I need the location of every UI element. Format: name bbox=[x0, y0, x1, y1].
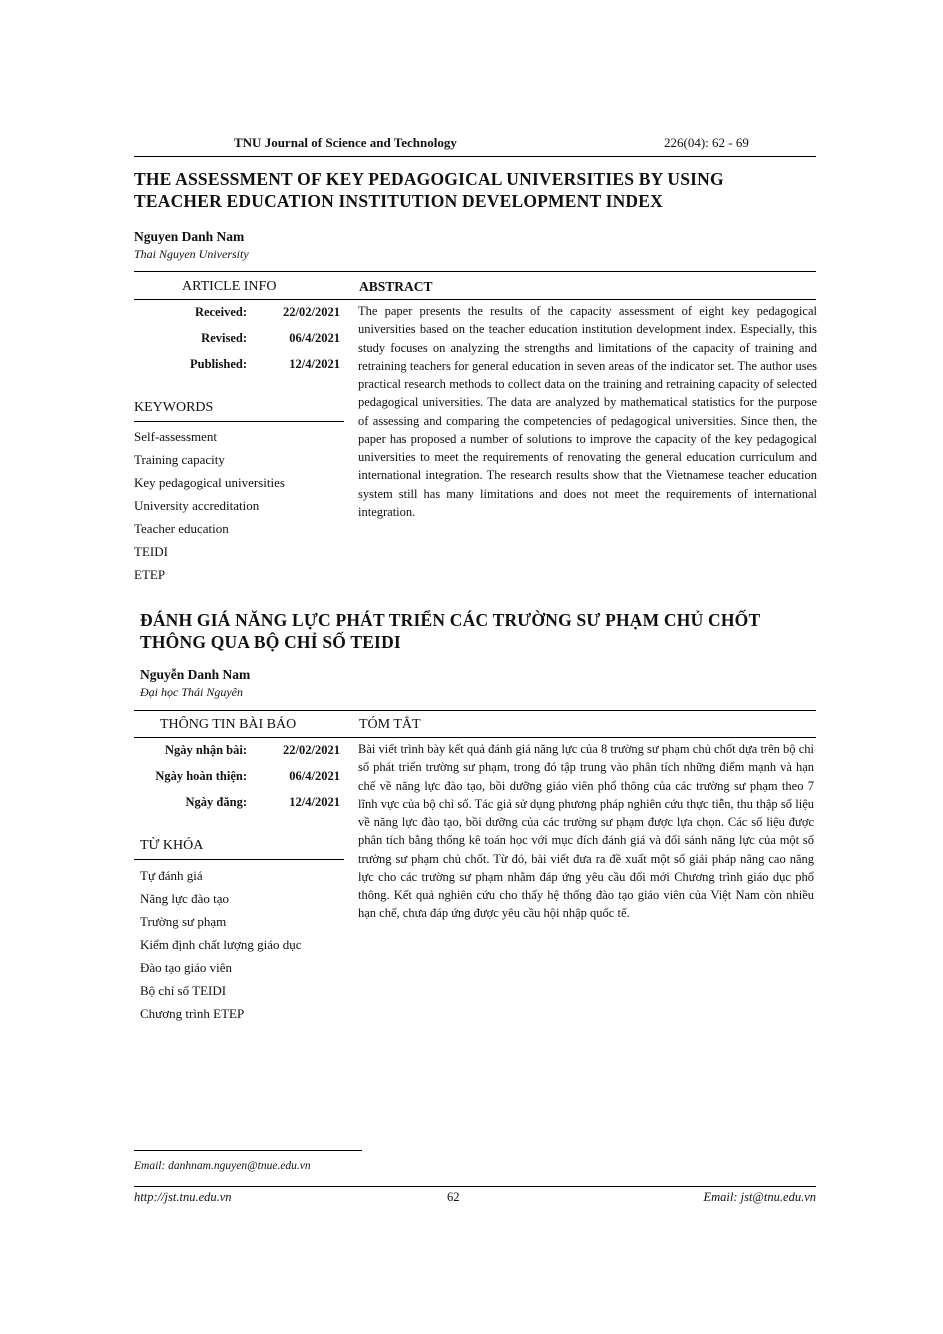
keyword: Tự đánh giá bbox=[140, 868, 203, 883]
abstract-heading: ABSTRACT bbox=[359, 279, 433, 294]
keyword: Teacher education bbox=[134, 521, 229, 536]
date-revised-vi: Ngày hoàn thiện: 06/4/2021 bbox=[155, 769, 340, 783]
author-vi: Nguyễn Danh Nam bbox=[140, 667, 251, 682]
keyword: ETEP bbox=[134, 567, 166, 582]
title-line: ĐÁNH GIÁ NĂNG LỰC PHÁT TRIỂN CÁC TRƯỜNG SƯ PHẠM CHỦ CHỐT bbox=[140, 610, 761, 630]
abstract-heading-vi: TÓM TẮT bbox=[359, 717, 421, 732]
title-line: THE ASSESSMENT OF KEY PEDAGOGICAL UNIVERSITIES BY USING bbox=[134, 169, 724, 189]
author-en: Nguyen Danh Nam bbox=[134, 229, 245, 244]
running-header bbox=[134, 134, 816, 154]
keywords-list-vi bbox=[140, 864, 302, 1025]
keyword: Chương trình ETEP bbox=[140, 1006, 245, 1021]
affiliation-en: Thai Nguyen University bbox=[134, 247, 249, 261]
article-info-heading: ARTICLE INFO bbox=[182, 279, 277, 294]
keyword: Key pedagogical universities bbox=[134, 475, 285, 490]
footnote-email: Email: danhnam.nguyen@tnue.edu.vn bbox=[134, 1160, 311, 1172]
header-rule bbox=[134, 156, 816, 157]
page-number: 62 bbox=[447, 1190, 460, 1204]
keyword: Bộ chỉ số TEIDI bbox=[140, 983, 227, 998]
abstract-text-vi: Bài viết trình bày kết quả đánh giá năng lực của 8 trường sư phạm chủ chốt dựa trên bộ chỉ số phát triển trường sư phạm, trong đó tập trung vào phân tích những điểm mạnh và hạn chế về năng lực đào tạo, bồi dưỡng giáo viên phổ thông của các trường sư phạm theo 7 lĩnh vực của bộ chỉ số. Tác giả sử dụng phương pháp nghiên cứu thực tiễn, thu thập số liệu về năng lực đào tạo, bồi dưỡng của các trường sư phạm được lựa chọn. Các số liệu được phân tích bằng thống kê toán học với mục đích đánh giá và đối sánh năng lực của một số trường sư phạm chủ chốt. Từ đó, bài viết đưa ra đề xuất một số giải pháp nâng cao năng lực cho các trường sư phạm nhằm đáp ứng yêu cầu đổi mới Chương trình giáo dục phổ thông. Kết quả nghiên cứu cho thấy hệ thống đào tạo giáo viên của Việt Nam còn nhiều hạn chế, chưa đáp ứng được yêu cầu hội nhập quốc tế. bbox=[358, 742, 814, 921]
section-rule bbox=[134, 299, 816, 300]
keywords-rule bbox=[134, 421, 344, 422]
footnote-rule bbox=[134, 1150, 362, 1151]
abstract-text-en: The paper presents the results of the capacity assessment of eight key pedagogical universities based on the teacher education institution development index. Especially, this study focuses on analyzing the strengths and limitations of the capacity of training and retraining teachers for general education in seven areas of the indicator set. The author uses practical research methods to collect data on the training and retraining capacity of selected pedagogical universities. The data are analyzed by mathematical statistics for the purpose of assessing and comparing the competencies of pedagogical universities. Since then, the paper has proposed a number of solutions to improve the capacity of the key pedagogical universities to meet the requirements of renovating the general education curriculum and international integration. The research results show that the Vietnamese teacher education system still has many limitations and does not meet the requirements of international integration. bbox=[358, 304, 817, 519]
footer-email[interactable]: Email: jst@tnu.edu.vn bbox=[703, 1190, 816, 1204]
date-revised: Revised: 06/4/2021 bbox=[201, 331, 340, 345]
footer-rule bbox=[134, 1186, 816, 1187]
keywords-heading-vi: TỪ KHÓA bbox=[140, 838, 204, 853]
date-published: Published: 12/4/2021 bbox=[190, 357, 340, 371]
keyword: TEIDI bbox=[134, 544, 168, 559]
section-rule bbox=[134, 737, 816, 738]
date-received-vi: Ngày nhận bài: 22/02/2021 bbox=[165, 743, 340, 757]
keywords-heading: KEYWORDS bbox=[134, 400, 214, 415]
keyword: Trường sư phạm bbox=[140, 914, 227, 929]
keyword: University accreditation bbox=[134, 498, 260, 513]
keyword: Kiểm định chất lượng giáo dục bbox=[140, 937, 302, 952]
keyword: Self-assessment bbox=[134, 429, 218, 444]
title-line: TEACHER EDUCATION INSTITUTION DEVELOPMENT INDEX bbox=[134, 191, 663, 211]
section-rule bbox=[134, 271, 816, 272]
date-published-vi: Ngày đăng: 12/4/2021 bbox=[185, 795, 340, 809]
footer-url[interactable]: http://jst.tnu.edu.vn bbox=[134, 1190, 232, 1204]
journal-name: TNU Journal of Science and Technology bbox=[234, 135, 457, 150]
paper-title-vi bbox=[140, 609, 822, 653]
keyword: Đào tạo giáo viên bbox=[140, 960, 233, 975]
keywords-rule bbox=[134, 859, 344, 860]
paper-title-en bbox=[134, 168, 816, 212]
article-info-heading-vi: THÔNG TIN BÀI BÁO bbox=[160, 717, 297, 732]
issue-pages: 226(04): 62 - 69 bbox=[664, 135, 749, 150]
title-line: THÔNG QUA BỘ CHỈ SỐ TEIDI bbox=[140, 632, 401, 652]
keyword: Training capacity bbox=[134, 452, 225, 467]
article-dates-vi bbox=[134, 743, 344, 821]
affiliation-vi: Đại học Thái Nguyên bbox=[140, 685, 243, 699]
keywords-list-en bbox=[134, 425, 285, 586]
keyword: Năng lực đào tạo bbox=[140, 891, 229, 906]
article-dates-en bbox=[134, 305, 344, 383]
section-rule bbox=[134, 710, 816, 711]
date-received: Received: 22/02/2021 bbox=[194, 305, 340, 319]
